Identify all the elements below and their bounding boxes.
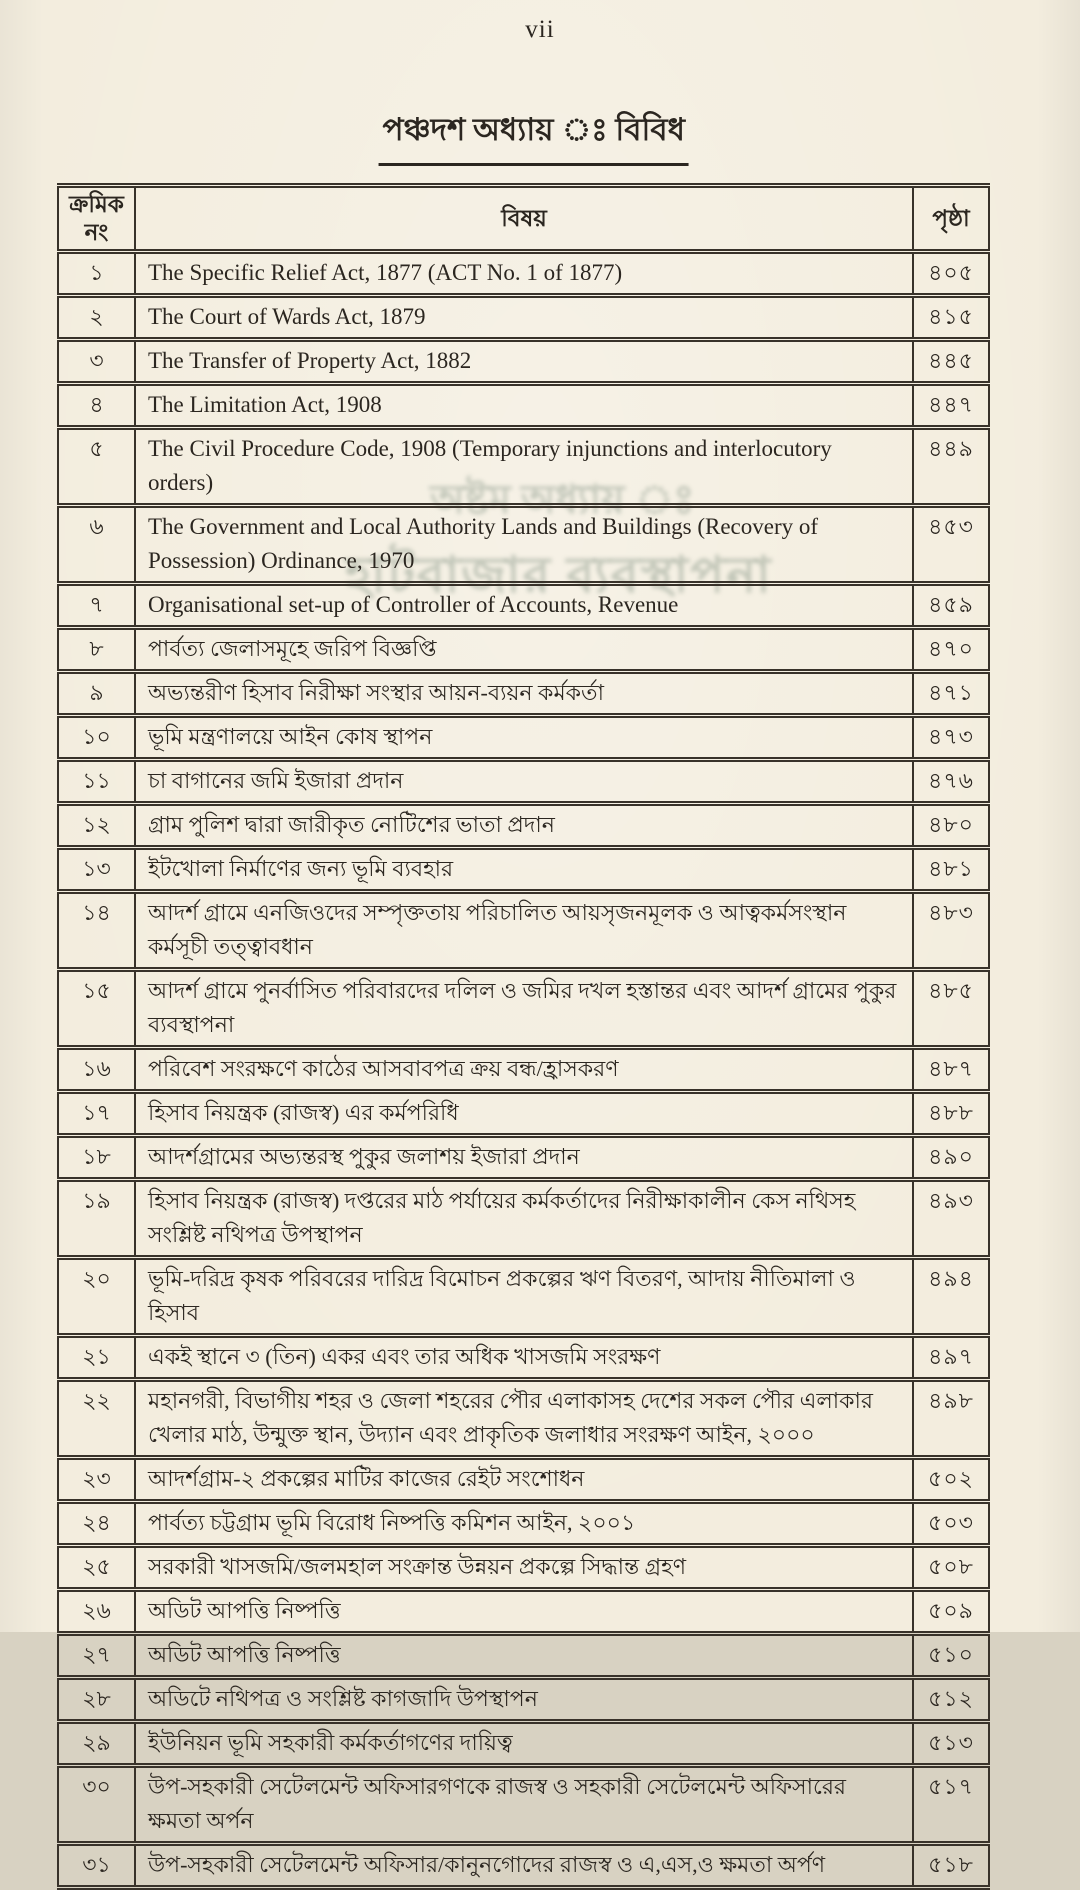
contents-table	[57, 183, 990, 1890]
row-page-number: ৪৯৩	[913, 1180, 989, 1258]
row-serial-number: ২৮	[58, 1678, 135, 1722]
row-subject: ভূমি মন্ত্রণালয়ে আইন কোষ স্থাপন	[135, 716, 913, 760]
table-row	[58, 1136, 989, 1180]
table-row	[58, 1844, 989, 1888]
table-row	[58, 1590, 989, 1634]
row-serial-number: ১৫	[58, 970, 135, 1048]
row-page-number: ৪৮১	[913, 848, 989, 892]
row-serial-number: ৩০	[58, 1766, 135, 1844]
table-row	[58, 970, 989, 1048]
row-page-number: ৫১২	[913, 1678, 989, 1722]
row-page-number: ৪৪৫	[913, 340, 989, 384]
table-row	[58, 848, 989, 892]
row-subject: The Court of Wards Act, 1879	[135, 296, 913, 340]
header-serial-no	[58, 186, 135, 252]
row-subject: The Civil Procedure Code, 1908 (Temporary injunctions and interlocutory orders)	[135, 428, 913, 506]
row-subject: The Limitation Act, 1908	[135, 384, 913, 428]
row-page-number: ৪৯৭	[913, 1336, 989, 1380]
row-subject: উপ-সহকারী সেটেলমেন্ট অফিসার/কানুনগোদের রাজস্ব ও এ,এস,ও ক্ষমতা অর্পণ	[135, 1844, 913, 1888]
table-row	[58, 628, 989, 672]
table-row	[58, 428, 989, 506]
table-row	[58, 296, 989, 340]
table-row	[58, 584, 989, 628]
row-serial-number: ২	[58, 296, 135, 340]
row-page-number: ৪৪৭	[913, 384, 989, 428]
row-serial-number: ২২	[58, 1380, 135, 1458]
row-subject: পার্বত্য জেলাসমূহে জরিপ বিজ্ঞপ্তি	[135, 628, 913, 672]
row-page-number: ৪৫৩	[913, 506, 989, 584]
row-serial-number: ৮	[58, 628, 135, 672]
row-subject: The Specific Relief Act, 1877 (ACT No. 1 of 1877)	[135, 252, 913, 296]
row-subject: অডিটে নথিপত্র ও সংশ্লিষ্ট কাগজাদি উপস্থাপন	[135, 1678, 913, 1722]
row-subject: Organisational set-up of Controller of Accounts, Revenue	[135, 584, 913, 628]
row-page-number: ৪০৫	[913, 252, 989, 296]
row-subject: উপ-সহকারী সেটেলমেন্ট অফিসারগণকে রাজস্ব ও সহকারী সেটেলমেন্ট অফিসারের ক্ষমতা অর্পন	[135, 1766, 913, 1844]
row-serial-number: ৩১	[58, 1844, 135, 1888]
row-serial-number: ২৬	[58, 1590, 135, 1634]
row-serial-number: ২১	[58, 1336, 135, 1380]
row-page-number: ৫০৮	[913, 1546, 989, 1590]
row-serial-number: ১৬	[58, 1048, 135, 1092]
header-subject: বিষয়	[135, 186, 913, 252]
table-row	[58, 340, 989, 384]
row-subject: হিসাব নিয়ন্ত্রক (রাজস্ব) দপ্তরের মাঠ পর্যায়ের কর্মকর্তাদের নিরীক্ষাকালীন কেস নথিসহ সংশ্লিষ্ট নথিপত্র উপস্থাপন	[135, 1180, 913, 1258]
table-row	[58, 1722, 989, 1766]
table-row	[58, 892, 989, 970]
row-serial-number: ১২	[58, 804, 135, 848]
row-page-number: ৪৮০	[913, 804, 989, 848]
chapter-title: পঞ্চদশ অধ্যায় ঃ বিবিধ	[379, 106, 689, 166]
header-page: পৃষ্ঠা	[913, 186, 989, 252]
row-serial-number: ২৯	[58, 1722, 135, 1766]
row-page-number: ৫১৭	[913, 1766, 989, 1844]
row-page-number: ৪৯৪	[913, 1258, 989, 1336]
table-row	[58, 672, 989, 716]
row-subject: ভূমি-দরিদ্র কৃষক পরিবরের দারিদ্র বিমোচন প্রকল্পের ঋণ বিতরণ, আদায় নীতিমালা ও হিসাব	[135, 1258, 913, 1336]
table-row	[58, 1092, 989, 1136]
table-row	[58, 1048, 989, 1092]
row-subject: পার্বত্য চট্টগ্রাম ভূমি বিরোধ নিষ্পত্তি কমিশন আইন, ২০০১	[135, 1502, 913, 1546]
row-subject: গ্রাম পুলিশ দ্বারা জারীকৃত নোটিশের ভাতা প্রদান	[135, 804, 913, 848]
row-serial-number: ১৩	[58, 848, 135, 892]
header-serial-line1: ক্রমিক	[69, 191, 124, 217]
row-subject: আদর্শ গ্রামে এনজিওদের সম্পৃক্ততায় পরিচালিত আয়সৃজনমূলক ও আত্বকর্মসংস্থান কর্মসূচী তত্ত্বাবধান	[135, 892, 913, 970]
bleedthrough-text-line2: হাটবাজার ব্যবস্থাপনা	[345, 547, 773, 603]
row-subject: ইউনিয়ন ভূমি সহকারী কর্মকর্তাগণের দায়িত্ব	[135, 1722, 913, 1766]
row-serial-number: ২৩	[58, 1458, 135, 1502]
row-page-number: ৪১৫	[913, 296, 989, 340]
row-page-number: ৫১৮	[913, 1844, 989, 1888]
row-subject: ইটখোলা নির্মাণের জন্য ভূমি ব্যবহার	[135, 848, 913, 892]
table-row	[58, 804, 989, 848]
row-subject: পরিবেশ সংরক্ষণে কাঠের আসবাবপত্র ক্রয় বন্ধ/হ্রাসকরণ	[135, 1048, 913, 1092]
row-serial-number: ১৮	[58, 1136, 135, 1180]
table-row	[58, 1336, 989, 1380]
row-subject: আদর্শগ্রামের অভ্যন্তরস্থ পুকুর জলাশয় ইজারা প্রদান	[135, 1136, 913, 1180]
row-page-number: ৪৫৯	[913, 584, 989, 628]
row-serial-number: ২৭	[58, 1634, 135, 1678]
row-serial-number: ২৪	[58, 1502, 135, 1546]
table-row	[58, 1180, 989, 1258]
row-serial-number: ৬	[58, 506, 135, 584]
row-page-number: ৪৮৩	[913, 892, 989, 970]
row-serial-number: ২৫	[58, 1546, 135, 1590]
table-row	[58, 1634, 989, 1678]
table-row	[58, 252, 989, 296]
folio-page-number: vii	[525, 16, 555, 43]
row-page-number: ৪৮৭	[913, 1048, 989, 1092]
row-subject: মহানগরী, বিভাগীয় শহর ও জেলা শহরের পৌর এলাকাসহ দেশের সকল পৌর এলাকার খেলার মাঠ, উন্মুক্ত স্থান, উদ্যান এবং প্রাকৃতিক জলাধার সংরক্ষণ আইন, ২০০০	[135, 1380, 913, 1458]
table-row	[58, 1258, 989, 1336]
row-subject: সরকারী খাসজমি/জলমহাল সংক্রান্ত উন্নয়ন প্রকল্পে সিদ্ধান্ত গ্রহণ	[135, 1546, 913, 1590]
row-page-number: ৪৭৬	[913, 760, 989, 804]
row-page-number: ৪৭৩	[913, 716, 989, 760]
row-serial-number: ১৪	[58, 892, 135, 970]
row-subject: আদর্শগ্রাম-২ প্রকল্পের মাটির কাজের রেইট সংশোধন	[135, 1458, 913, 1502]
row-subject: আদর্শ গ্রামে পুনর্বাসিত পরিবারদের দলিল ও জমির দখল হস্তান্তর এবং আদর্শ গ্রামের পুকুর ব্যবস্থাপনা	[135, 970, 913, 1048]
table-row	[58, 1380, 989, 1458]
row-serial-number: ১	[58, 252, 135, 296]
table-row	[58, 1766, 989, 1844]
row-subject: হিসাব নিয়ন্ত্রক (রাজস্ব) এর কর্মপরিধি	[135, 1092, 913, 1136]
row-serial-number: ২০	[58, 1258, 135, 1336]
bleedthrough-text-line1: অষ্টম অধ্যায় ঃ	[430, 477, 695, 522]
row-page-number: ৪৮৮	[913, 1092, 989, 1136]
row-page-number: ৪৮৫	[913, 970, 989, 1048]
row-page-number: ৫১৩	[913, 1722, 989, 1766]
table-row	[58, 760, 989, 804]
table-row	[58, 1546, 989, 1590]
row-page-number: ৪৯০	[913, 1136, 989, 1180]
row-page-number: ৪৭১	[913, 672, 989, 716]
row-serial-number: ১০	[58, 716, 135, 760]
row-subject: চা বাগানের জমি ইজারা প্রদান	[135, 760, 913, 804]
contents-table-body	[58, 252, 989, 1888]
row-page-number: ৫০২	[913, 1458, 989, 1502]
row-page-number: ৪৪৯	[913, 428, 989, 506]
row-page-number: ৫১০	[913, 1634, 989, 1678]
row-subject: The Government and Local Authority Lands and Buildings (Recovery of Possession) Ordinance, 1970	[135, 506, 913, 584]
row-serial-number: ৯	[58, 672, 135, 716]
table-header-row	[58, 186, 989, 252]
table-row	[58, 1502, 989, 1546]
table-row	[58, 1458, 989, 1502]
row-serial-number: ৫	[58, 428, 135, 506]
table-row	[58, 384, 989, 428]
table-row	[58, 1678, 989, 1722]
row-subject: অভ্যন্তরীণ হিসাব নিরীক্ষা সংস্থার আয়ন-ব্যয়ন কর্মকর্তা	[135, 672, 913, 716]
row-subject: অডিট আপত্তি নিষ্পত্তি	[135, 1634, 913, 1678]
row-page-number: ৪৯৮	[913, 1380, 989, 1458]
row-page-number: ৫০৯	[913, 1590, 989, 1634]
table-row	[58, 716, 989, 760]
row-serial-number: ৪	[58, 384, 135, 428]
row-serial-number: ১৯	[58, 1180, 135, 1258]
row-page-number: ৪৭০	[913, 628, 989, 672]
row-serial-number: ৩	[58, 340, 135, 384]
row-serial-number: ৭	[58, 584, 135, 628]
header-serial-line2: নং	[84, 219, 109, 245]
row-subject: অডিট আপত্তি নিষ্পত্তি	[135, 1590, 913, 1634]
table-row	[58, 506, 989, 584]
row-serial-number: ১১	[58, 760, 135, 804]
row-subject: একই স্থানে ৩ (তিন) একর এবং তার অধিক খাসজমি সংরক্ষণ	[135, 1336, 913, 1380]
row-subject: The Transfer of Property Act, 1882	[135, 340, 913, 384]
row-serial-number: ১৭	[58, 1092, 135, 1136]
row-page-number: ৫০৩	[913, 1502, 989, 1546]
